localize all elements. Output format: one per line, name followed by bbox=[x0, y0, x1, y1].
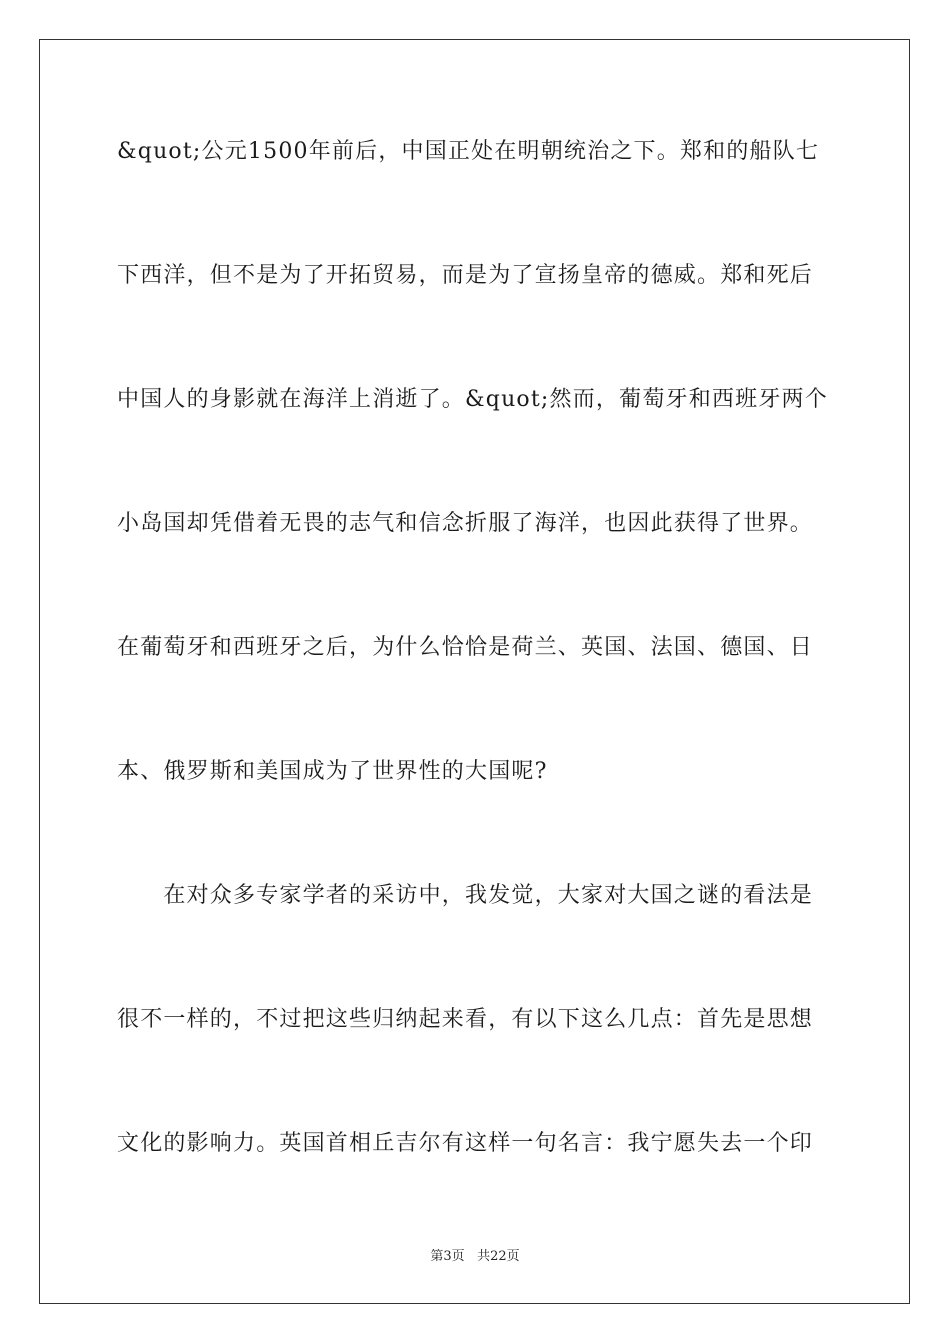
paragraph-line-5: 在葡萄牙和西班牙之后，为什么恰恰是荷兰、英国、法国、德国、日 bbox=[117, 635, 814, 660]
page-footer bbox=[0, 1249, 950, 1265]
paragraph-line-6: 本、俄罗斯和美国成为了世界性的大国呢? bbox=[117, 759, 548, 784]
paragraph-line-1: &quot;公元1500年前后，中国正处在明朝统治之下。郑和的船队七 bbox=[117, 139, 820, 164]
page-border bbox=[39, 39, 910, 1304]
paragraph-line-9: 文化的影响力。英国首相丘吉尔有这样一句名言：我宁愿失去一个印 bbox=[117, 1131, 814, 1156]
paragraph-line-3: 中国人的身影就在海洋上消逝了。&quot;然而，葡萄牙和西班牙两个 bbox=[117, 387, 828, 412]
page-total: 共22页 bbox=[477, 1249, 520, 1264]
page-number: 第3页 bbox=[430, 1249, 465, 1264]
paragraph-line-2: 下西洋，但不是为了开拓贸易，而是为了宣扬皇帝的德威。郑和死后 bbox=[117, 263, 814, 288]
paragraph-line-7: 在对众多专家学者的采访中，我发觉，大家对大国之谜的看法是 bbox=[117, 883, 814, 908]
paragraph-line-8: 很不一样的，不过把这些归纳起来看，有以下这么几点：首先是思想 bbox=[117, 1007, 814, 1032]
paragraph-line-4: 小岛国却凭借着无畏的志气和信念折服了海洋，也因此获得了世界。 bbox=[117, 511, 814, 536]
